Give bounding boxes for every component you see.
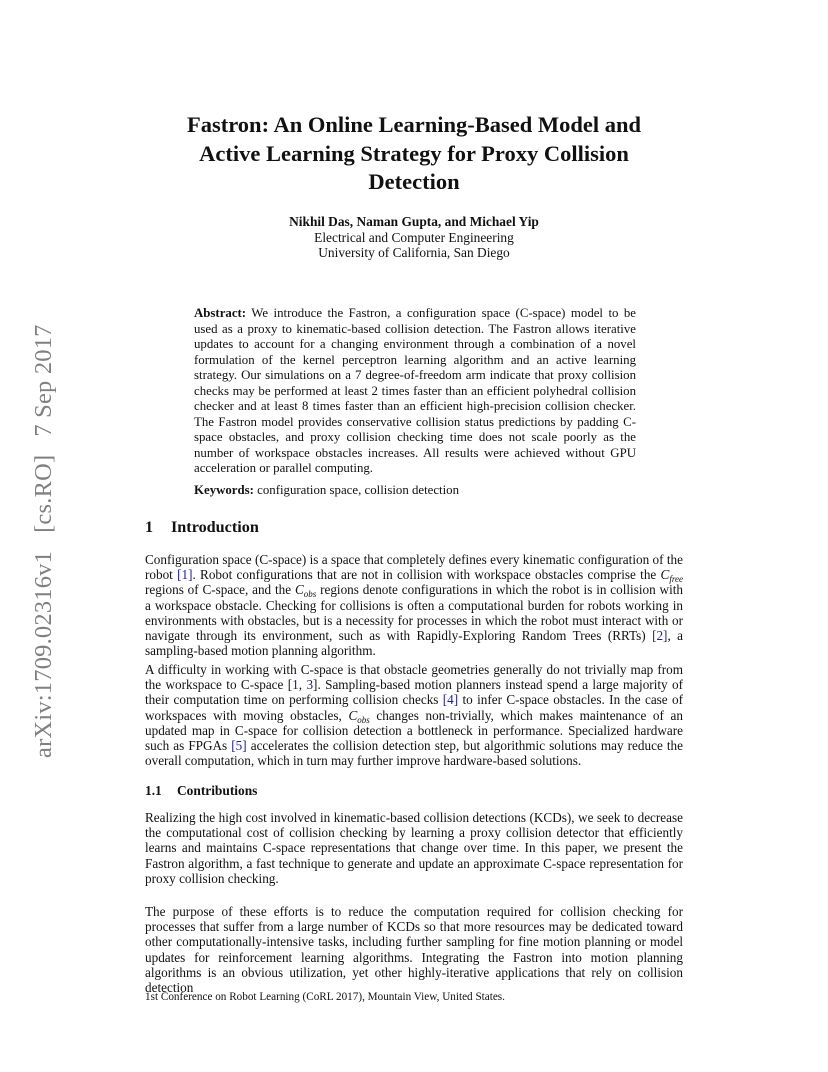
subsection-title: Contributions [177,783,258,798]
math-c-obs [294,582,317,600]
author-block [160,214,668,261]
math-c-obs [348,708,369,723]
keywords-label: Keywords: [194,483,254,497]
text-run: regions denote configurations in which the robot is in collision with a workspace obstacle. Checking for collisions is often a computational burden for robots working in environments with obstacles, but is a necessity for processes in which the robot must interact with or navigate through its environment, such as with Rapidly-Exploring Random Trees (RRTs) [145,582,683,644]
math-base: C [348,707,358,723]
math-base: C [294,582,304,598]
text-run: accelerates the collision detection step, but algorithmic solutions may reduce the overall computation, which in turn may further improve hardware-based solutions. [145,738,683,769]
arxiv-id: arXiv:1709.02316v1 [30,550,57,758]
text-run: . Robot configurations that are not in collision with workspace obstacles comprise the [192,567,661,583]
arxiv-date: 7 Sep 2017 [30,324,57,437]
citation-link[interactable]: [1] [177,567,193,583]
arxiv-identifier-stamp [30,306,58,758]
intro-paragraph-1 [145,552,683,658]
subsection-heading-contributions [145,783,257,799]
section-title: Introduction [171,518,259,536]
math-c-free [660,567,683,585]
text-run: A difficulty in working with C-space is that obstacle geometries generally do not trivially map from the workspace to C-space [ [145,662,683,693]
contributions-paragraph-2: The purpose of these efforts is to reduce the computation required for collision checking for processes that suffer from a large number of KCDs so that more resources may be dedicated toward other computationally-intensive tasks, including further sampling for fine motion planning or model updates for reinforcement learning algorithms. Integrating the Fastron into motion planning algorithms is an obvious utilization, yet other highly-iterative applications that rely on collision detection [145,904,683,996]
citation-link[interactable]: 1 [292,677,299,693]
section-number: 1 [145,518,154,536]
math-subscript: obs [303,589,317,600]
text-run: regions of C-space, and the [145,582,295,598]
intro-paragraph-2 [145,662,683,768]
text-run: Configuration space (C-space) is a space that completely defines every kinematic configuration of the robot [145,552,683,583]
contributions-paragraph-1: Realizing the high cost involved in kinematic-based collision detections (KCDs), we seek to decrease the computational cost of collision checking by learning a proxy collision detector that efficiently learns and maintains C-space representations that change over time. In this paper, we present the Fastron algorithm, a fast technique to generate and update an approximate C-space representation for proxy collision checking. [145,810,683,886]
math-subscript: obs [357,714,370,725]
keywords-text: configuration space, collision detection [257,483,460,497]
paper-title: Fastron: An Online Learning-Based Model and Active Learning Strategy for Proxy Collision Detection [186,112,642,194]
section-heading-introduction [145,518,259,537]
abstract-text: We introduce the Fastron, a configuration space (C-space) model to be used as a proxy to kinematic-based collision detection. The Fastron allows iterative updates to account for a changing environment through a combination of a novel formulation of the kernel perceptron learning algorithm and an active learning strategy. Our simulations on a 7 degree-of-freedom arm indicate that proxy collision checks may be performed at least 2 times faster than an efficient polyhedral collision checker and at least 8 times faster than an efficient high-precision collision checker. The Fastron model provides conservative collision status predictions by padding C-space obstacles, and proxy collision checking time does not scale poorly as the number of workspace obstacles increases. All results were achieved without GPU acceleration or parallel computing. [194,306,637,476]
arxiv-category: [cs.RO] [30,454,57,533]
text-run: changes non-trivially, which makes maintenance of an updated map in C-space for collision detection a bottleneck in performance. Specialized hardware such as FPGAs [145,707,683,754]
text-run: , a sampling-based motion planning algorithm. [145,628,683,659]
citation-link[interactable]: 3 [306,677,314,693]
citation-link[interactable]: [4] [442,692,459,708]
text-run: , [298,677,307,693]
abstract [194,306,636,477]
conference-footnote: 1st Conference on Robot Learning (CoRL 2017), Mountain View, United States. [145,991,505,1003]
citation-link[interactable]: [2] [652,628,668,644]
author-department: Electrical and Computer Engineering [314,229,514,245]
subsection-number: 1.1 [145,783,162,798]
math-base: C [660,567,670,583]
author-names: Nikhil Das, Naman Gupta, and Michael Yip [289,214,539,229]
keywords [194,483,636,499]
text-run: ]. Sampling-based motion planners instead spend a large majority of their computation time on performing collision checks [145,677,683,708]
math-subscript: free [669,574,683,585]
citation-link[interactable]: [5] [231,738,247,754]
text-run: to infer C-space obstacles. In the case of workspaces with moving obstacles, [145,692,683,723]
abstract-label: Abstract: [194,306,247,320]
author-institution: University of California, San Diego [318,245,510,260]
